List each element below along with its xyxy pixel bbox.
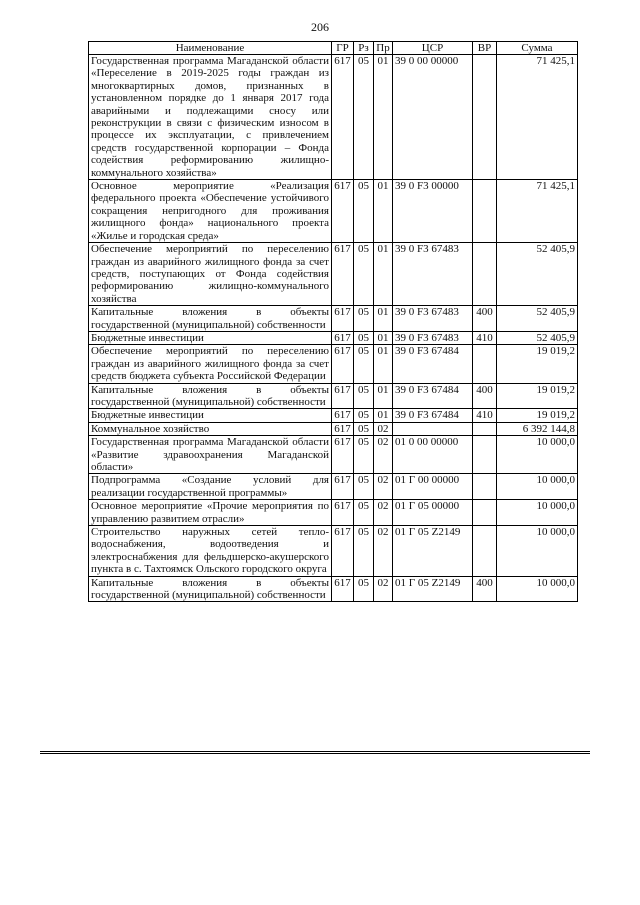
row-sum: 10 000,0 — [497, 526, 578, 577]
row-pr: 01 — [374, 180, 393, 243]
row-name: Обеспечение мероприятий по переселению граждан из аварийного жилищного фонда за счет средств, поступающих от Фонда содействия реформированию жилищно-коммунального хозяйства — [89, 243, 332, 306]
row-name: Основное мероприятие «Прочие мероприятия по управлению развитием отрасли» — [89, 500, 332, 526]
row-gr: 617 — [332, 306, 354, 332]
row-csr: 01 Г 00 00000 — [393, 474, 473, 500]
row-sum: 6 392 144,8 — [497, 422, 578, 435]
row-vr — [473, 526, 497, 577]
row-gr: 617 — [332, 243, 354, 306]
row-name: Капитальные вложения в объекты государственной (муниципальной) собственности — [89, 576, 332, 602]
row-csr: 01 0 00 00000 — [393, 436, 473, 474]
row-pr: 01 — [374, 409, 393, 422]
table-row — [89, 180, 578, 243]
header-csr: ЦСР — [393, 42, 473, 55]
row-pr: 01 — [374, 55, 393, 180]
table-row — [89, 436, 578, 474]
row-gr: 617 — [332, 474, 354, 500]
header-vr: ВР — [473, 42, 497, 55]
row-gr: 617 — [332, 576, 354, 602]
row-sum: 19 019,2 — [497, 383, 578, 409]
row-csr: 39 0 F3 67483 — [393, 306, 473, 332]
row-vr: 400 — [473, 306, 497, 332]
row-sum: 19 019,2 — [497, 409, 578, 422]
row-name: Обеспечение мероприятий по переселению граждан из аварийного жилищного фонда за счет средств бюджета субъекта Российской Федерации — [89, 345, 332, 383]
row-rz: 05 — [354, 526, 374, 577]
row-name: Бюджетные инвестиции — [89, 331, 332, 344]
row-pr: 02 — [374, 422, 393, 435]
row-pr: 01 — [374, 243, 393, 306]
row-csr: 39 0 F3 67483 — [393, 331, 473, 344]
table-row — [89, 345, 578, 383]
row-csr: 01 Г 05 Z2149 — [393, 526, 473, 577]
row-rz: 05 — [354, 576, 374, 602]
row-csr: 39 0 00 00000 — [393, 55, 473, 180]
row-rz: 05 — [354, 409, 374, 422]
row-vr — [473, 422, 497, 435]
row-gr: 617 — [332, 345, 354, 383]
row-rz: 05 — [354, 474, 374, 500]
row-vr — [473, 500, 497, 526]
row-rz: 05 — [354, 55, 374, 180]
row-name: Государственная программа Магаданской области «Развитие здравоохранения Магаданской области» — [89, 436, 332, 474]
header-name: Наименование — [89, 42, 332, 55]
row-pr: 01 — [374, 383, 393, 409]
row-name: Капитальные вложения в объекты государственной (муниципальной) собственности — [89, 383, 332, 409]
row-rz: 05 — [354, 331, 374, 344]
budget-table — [88, 41, 578, 602]
row-name: Государственная программа Магаданской области «Переселение в 2019-2025 годы граждан из многоквартирных домов, признанных в установленном порядке до 1 января 2017 года аварийными и подлежащими сносу или реконструкции в связи с физическим износом в процессе их эксплуатации, с привлечением средств государственной корпорации – Фонда содействия реформированию жилищно-коммунального хозяйства» — [89, 55, 332, 180]
row-sum: 10 000,0 — [497, 500, 578, 526]
row-vr — [473, 345, 497, 383]
row-gr: 617 — [332, 180, 354, 243]
row-sum: 19 019,2 — [497, 345, 578, 383]
table-row — [89, 526, 578, 577]
row-pr: 02 — [374, 500, 393, 526]
row-sum: 71 425,1 — [497, 180, 578, 243]
footer-divider — [40, 751, 590, 754]
row-gr: 617 — [332, 422, 354, 435]
row-sum: 52 405,9 — [497, 331, 578, 344]
row-gr: 617 — [332, 383, 354, 409]
row-gr: 617 — [332, 526, 354, 577]
row-name: Строительство наружных сетей тепло-водоснабжения, водоотведения и электроснабжения для фельдшерско-акушерского пункта в с. Тахтоямск Ольского городского округа — [89, 526, 332, 577]
row-sum: 52 405,9 — [497, 306, 578, 332]
row-csr: 01 Г 05 00000 — [393, 500, 473, 526]
row-csr: 39 0 F3 67483 — [393, 243, 473, 306]
table-row — [89, 243, 578, 306]
row-csr: 01 Г 05 Z2149 — [393, 576, 473, 602]
row-vr: 410 — [473, 331, 497, 344]
row-gr: 617 — [332, 436, 354, 474]
table-row — [89, 500, 578, 526]
row-csr: 39 0 F3 67484 — [393, 345, 473, 383]
table-row — [89, 409, 578, 422]
row-rz: 05 — [354, 243, 374, 306]
row-rz: 05 — [354, 436, 374, 474]
row-csr: 39 0 F3 67484 — [393, 383, 473, 409]
row-pr: 02 — [374, 576, 393, 602]
table-row — [89, 576, 578, 602]
row-gr: 617 — [332, 409, 354, 422]
row-sum: 10 000,0 — [497, 474, 578, 500]
row-vr — [473, 243, 497, 306]
header-pr: Пр — [374, 42, 393, 55]
row-name: Основное мероприятие «Реализация федерального проекта «Обеспечение устойчивого сокращения непригодного для проживания жилищного фонда» национального проекта «Жилье и городская среда» — [89, 180, 332, 243]
table-row — [89, 331, 578, 344]
row-vr: 400 — [473, 576, 497, 602]
row-pr: 01 — [374, 306, 393, 332]
table-row — [89, 383, 578, 409]
page-number: 206 — [311, 20, 329, 34]
row-rz: 05 — [354, 306, 374, 332]
row-sum: 71 425,1 — [497, 55, 578, 180]
table-row — [89, 55, 578, 180]
row-name: Капитальные вложения в объекты государственной (муниципальной) собственности — [89, 306, 332, 332]
table-row — [89, 306, 578, 332]
row-gr: 617 — [332, 331, 354, 344]
row-rz: 05 — [354, 500, 374, 526]
row-pr: 02 — [374, 526, 393, 577]
header-sum: Сумма — [497, 42, 578, 55]
header-row — [89, 42, 578, 55]
row-sum: 52 405,9 — [497, 243, 578, 306]
row-sum: 10 000,0 — [497, 436, 578, 474]
header-rz: Рз — [354, 42, 374, 55]
row-rz: 05 — [354, 383, 374, 409]
row-sum: 10 000,0 — [497, 576, 578, 602]
row-vr — [473, 474, 497, 500]
row-csr: 39 0 F3 00000 — [393, 180, 473, 243]
row-csr — [393, 422, 473, 435]
header-gr: ГР — [332, 42, 354, 55]
row-name: Подпрограмма «Создание условий для реализации государственной программы» — [89, 474, 332, 500]
row-gr: 617 — [332, 55, 354, 180]
row-rz: 05 — [354, 422, 374, 435]
row-vr — [473, 436, 497, 474]
row-pr: 01 — [374, 331, 393, 344]
table-row — [89, 474, 578, 500]
row-rz: 05 — [354, 345, 374, 383]
row-pr: 01 — [374, 345, 393, 383]
row-rz: 05 — [354, 180, 374, 243]
table-row — [89, 422, 578, 435]
row-pr: 02 — [374, 474, 393, 500]
row-vr — [473, 55, 497, 180]
row-name: Бюджетные инвестиции — [89, 409, 332, 422]
row-pr: 02 — [374, 436, 393, 474]
row-name: Коммунальное хозяйство — [89, 422, 332, 435]
row-gr: 617 — [332, 500, 354, 526]
row-vr: 400 — [473, 383, 497, 409]
row-vr — [473, 180, 497, 243]
row-vr: 410 — [473, 409, 497, 422]
row-csr: 39 0 F3 67484 — [393, 409, 473, 422]
